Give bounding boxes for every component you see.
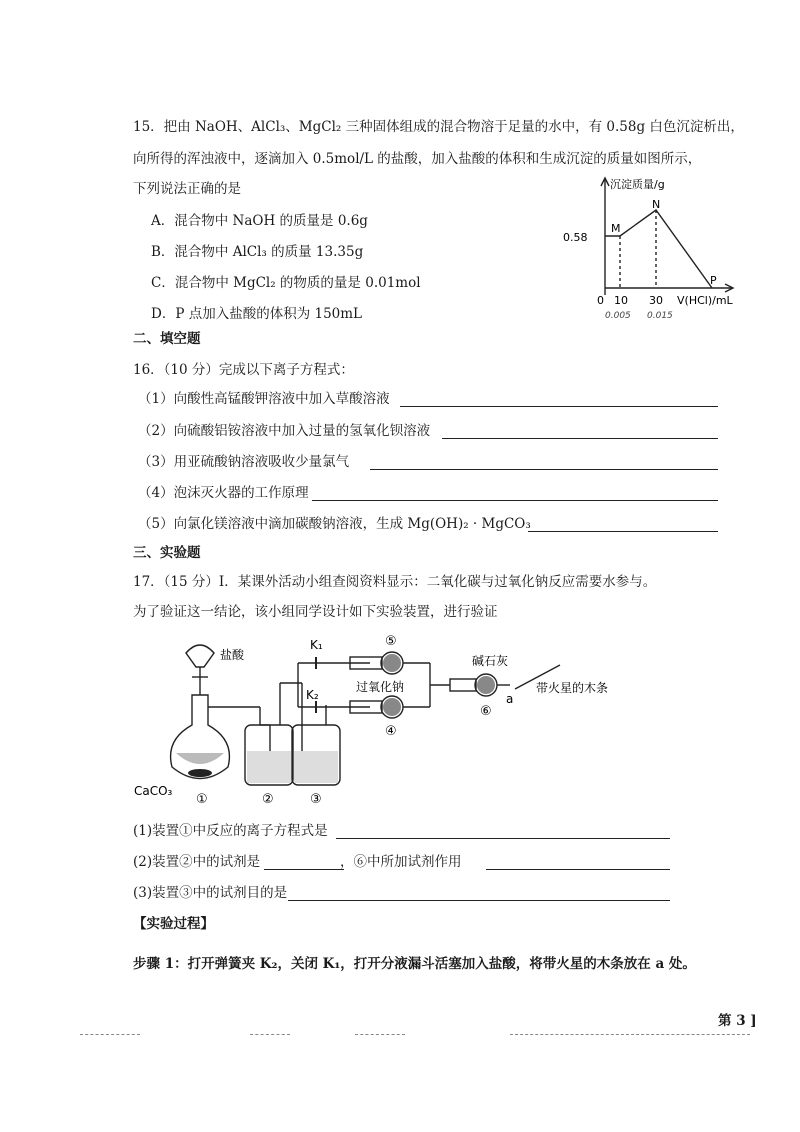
- y-tick-058: 0.58: [563, 231, 588, 244]
- q17-sub1: (1)装置①中反应的离子方程式是: [133, 823, 328, 839]
- footer-rule-3: [355, 1034, 405, 1035]
- label-na2o2: 过氧化钠: [356, 680, 405, 694]
- q16-item-2: （2）向硫酸铝铵溶液中加入过量的氢氧化钡溶液: [138, 423, 431, 439]
- q15-option-b: B．混合物中 AlCl₃ 的质量 13.35g: [151, 244, 364, 260]
- label-k1: K₁: [310, 638, 323, 652]
- answer-line-sub2b[interactable]: [486, 868, 670, 870]
- process-title: 【实验过程】: [133, 916, 214, 932]
- page-number: 第 3 ]: [718, 1013, 757, 1029]
- label-sodalime: 碱石灰: [472, 654, 509, 668]
- answer-line-sub2a[interactable]: [264, 868, 344, 870]
- tube-6-left: [450, 679, 476, 691]
- label-k2: K₂: [306, 688, 319, 702]
- x-axis-label: V(HCl)/mL: [677, 294, 733, 307]
- footer-rule-1: [80, 1034, 140, 1035]
- answer-line-3[interactable]: [370, 468, 718, 470]
- label-caco3: CaCO₃: [134, 784, 173, 798]
- precipitate-curve: [605, 210, 712, 288]
- na2o2-fill-5: [383, 654, 401, 672]
- point-n-label: N: [652, 198, 661, 211]
- point-p-label: P: [710, 274, 717, 287]
- precipitate-chart: [560, 170, 760, 330]
- q15-option-d: D．P 点加入盐酸的体积为 150mL: [151, 306, 363, 322]
- q15-line3: 下列说法正确的是: [133, 181, 241, 197]
- x-tick-30: 30: [649, 294, 663, 307]
- q15-line1: 15．把由 NaOH、AlCl₃、MgCl₂ 三种固体组成的混合物溶于足量的水中，有 0.58g 白色沉淀析出，: [133, 119, 744, 135]
- answer-line-4[interactable]: [312, 499, 718, 501]
- label-n2: ②: [262, 792, 274, 807]
- answer-line-5[interactable]: [528, 530, 718, 532]
- bottle-2-liquid: [247, 751, 291, 783]
- x-tick-0: 0: [597, 294, 604, 307]
- answer-line-1[interactable]: [400, 405, 718, 407]
- q17-sub2a: (2)装置②中的试剂是: [133, 854, 261, 870]
- q16-item-1: （1）向酸性高锰酸钾溶液中加入草酸溶液: [138, 391, 390, 407]
- step1: 步骤 1：打开弹簧夹 K₂，关闭 K₁，打开分液漏斗活塞加入盐酸，将带火星的木条放在 a 处。: [133, 956, 696, 972]
- q15-line2: 向所得的浑浊液中，逐滴加入 0.5mol/L 的盐酸，加入盐酸的体积和生成沉淀的质量如图所示，: [133, 151, 702, 167]
- answer-line-sub3[interactable]: [288, 899, 670, 901]
- na2o2-fill-4: [383, 698, 401, 716]
- q15-option-c: C．混合物中 MgCl₂ 的物质的量是 0.01mol: [151, 275, 421, 291]
- label-n5: ⑤: [385, 634, 397, 649]
- label-a: a: [506, 692, 514, 706]
- answer-line-2[interactable]: [442, 437, 718, 439]
- sodalime-fill: [477, 676, 495, 694]
- q16-item-3: （3）用亚硫酸钠溶液吸收少量氯气: [138, 454, 350, 470]
- label-n6: ⑥: [480, 704, 492, 719]
- q16-item-4: （4）泡沫灭火器的工作原理: [138, 485, 309, 501]
- apparatus-diagram: [120, 625, 660, 810]
- x-tick-10: 10: [614, 294, 628, 307]
- q17-line1: 17．（15 分）I．某课外活动小组查阅资料显示：二氧化碳与过氧化钠反应需要水参与。: [133, 574, 657, 590]
- footer-rule-4: [510, 1034, 750, 1035]
- label-n1: ①: [196, 792, 208, 807]
- section3-title: 三、实验题: [133, 545, 201, 561]
- y-axis-label: 沉淀质量/g: [610, 178, 665, 191]
- caco3-solid: [188, 769, 212, 777]
- separatory-funnel: [186, 645, 214, 667]
- bottle-3-liquid: [294, 751, 338, 783]
- flask-liquid: [176, 753, 224, 764]
- label-splint: 带火星的木条: [536, 681, 609, 695]
- q16-item-5: （5）向氯化镁溶液中滴加碳酸钠溶液，生成 Mg(OH)₂ · MgCO₃: [138, 516, 531, 532]
- q17-sub3: (3)装置③中的试剂目的是: [133, 885, 288, 901]
- q16-title: 16．（10 分）完成以下离子方程式：: [133, 362, 354, 378]
- handwritten-note-1: 0.005: [605, 311, 631, 321]
- answer-line-sub1[interactable]: [336, 837, 670, 839]
- q17-line2: 为了验证这一结论，该小组同学设计如下实验装置，进行验证: [133, 604, 498, 620]
- handwritten-note-2: 0.015: [647, 311, 673, 321]
- label-hcl: 盐酸: [220, 648, 245, 662]
- q17-sub2b: ，⑥中所加试剂作用: [340, 854, 462, 870]
- q15-option-a: A．混合物中 NaOH 的质量是 0.6g: [151, 213, 368, 229]
- label-n3: ③: [310, 792, 322, 807]
- footer-rule-2: [250, 1034, 290, 1035]
- point-m-label: M: [611, 222, 621, 235]
- section2-title: 二、填空题: [133, 331, 201, 347]
- label-n4: ④: [385, 724, 397, 739]
